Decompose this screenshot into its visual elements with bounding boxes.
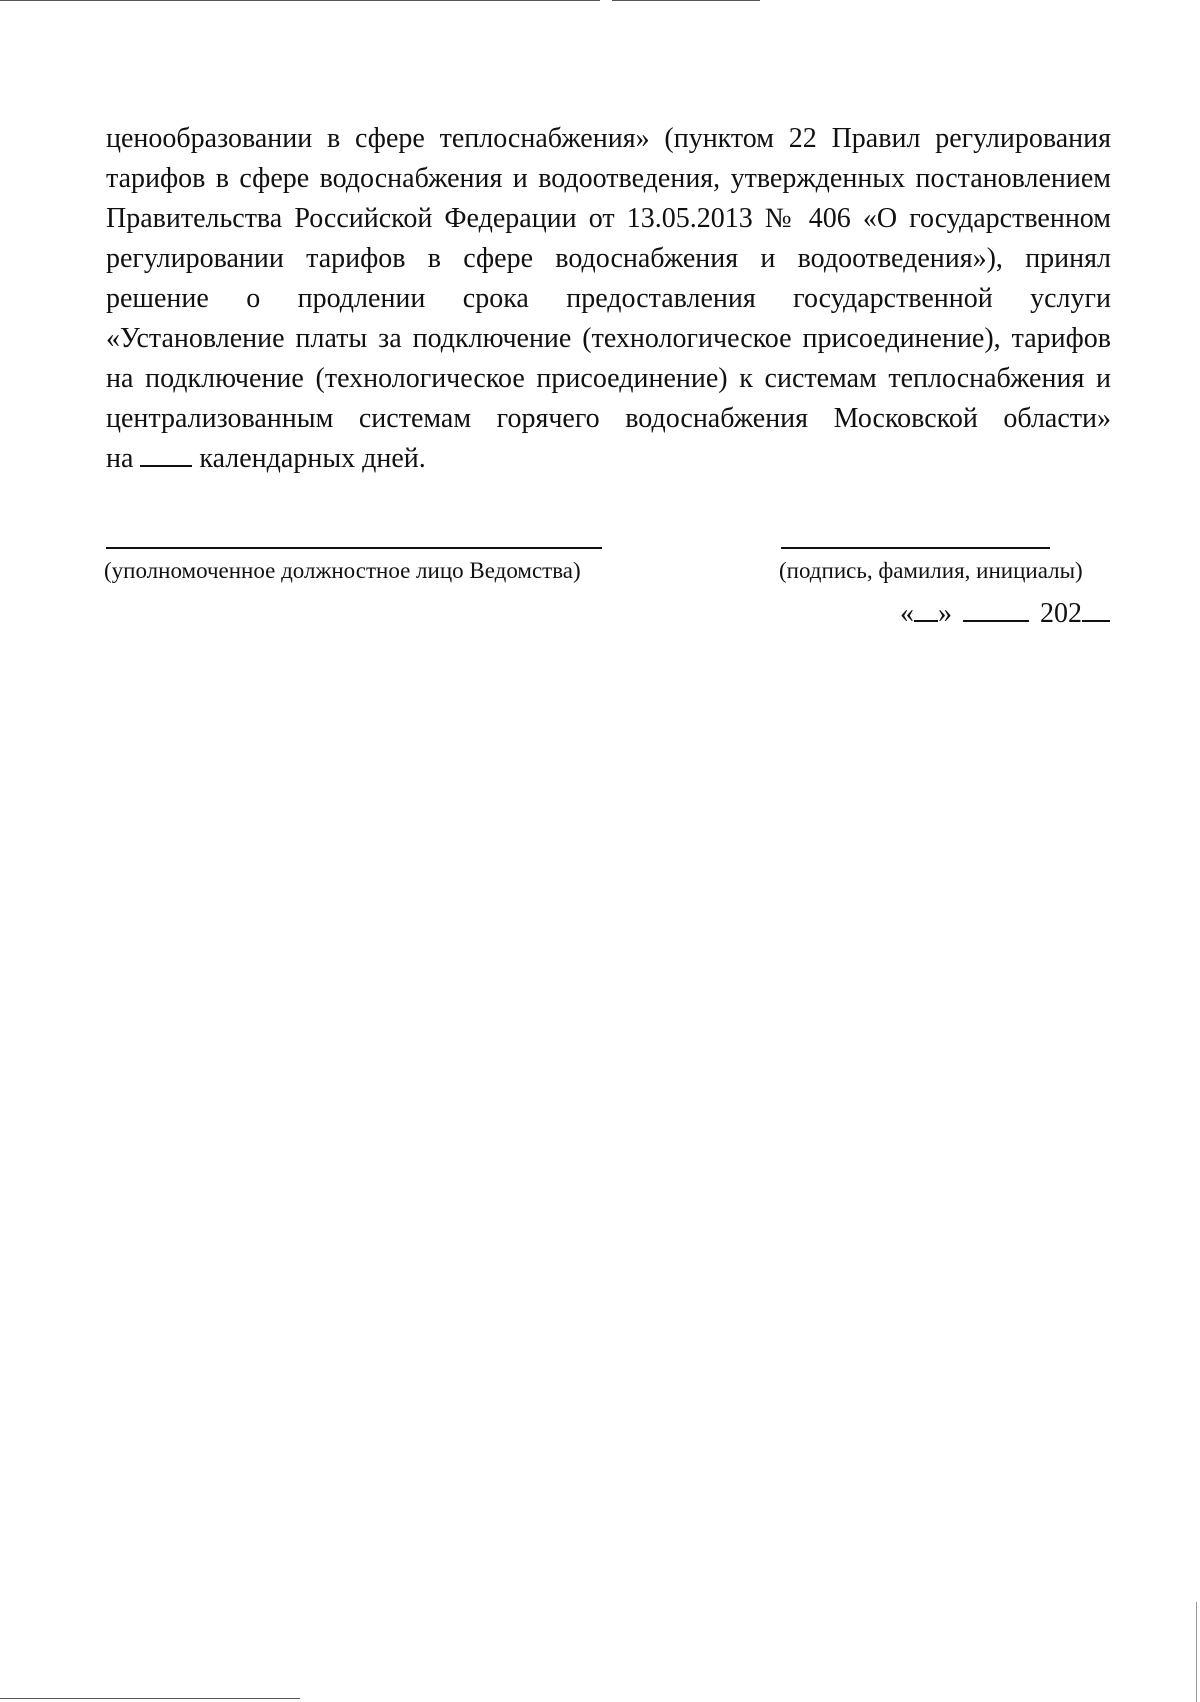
decision-paragraph (106, 119, 1111, 479)
paragraph-line-4: регулировании тарифов в сфере водоснабжения и водоотведения»), принял (106, 243, 1111, 274)
date-field (900, 594, 1110, 630)
days-prefix: на (106, 443, 134, 474)
days-blank-field[interactable] (140, 439, 192, 467)
paragraph-line-2: тарифов в сфере водоснабжения и водоотведения, утвержденных постановлением (106, 163, 1111, 194)
official-caption: (уполномоченное должностное лицо Ведомства) (104, 558, 581, 583)
paragraph-line-5: решение о продлении срока предоставления государственной услуги (106, 283, 1111, 314)
date-year-blank[interactable] (1082, 594, 1110, 622)
date-year-prefix: 202 (1040, 598, 1082, 629)
date-close-quote: » (938, 598, 952, 629)
days-suffix: календарных дней. (199, 443, 426, 474)
signature-caption: (подпись, фамилия, инициалы) (779, 558, 1083, 583)
paragraph-line-7: на подключение (технологическое присоединение) к системам теплоснабжения и (106, 363, 1111, 394)
paragraph-line-1: ценообразовании в сфере теплоснабжения» (пунктом 22 Правил регулирования (106, 123, 1111, 154)
date-open-quote: « (900, 598, 914, 629)
official-signature-line[interactable] (106, 547, 602, 549)
scan-edge-right (1196, 1602, 1197, 1702)
date-day-blank[interactable] (914, 594, 938, 622)
scan-edge-top-left (0, 0, 600, 1)
paragraph-line-8: централизованным системам горячего водоснабжения Московской области» (106, 403, 1111, 434)
signature-name-line[interactable] (781, 547, 1050, 549)
date-month-blank[interactable] (963, 594, 1029, 622)
paragraph-line-3: Правительства Российской Федерации от 13.05.2013 № 406 «О государственном (106, 203, 1111, 234)
paragraph-line-9 (106, 439, 1111, 479)
paragraph-line-6: «Установление платы за подключение (технологическое присоединение), тарифов (106, 323, 1111, 354)
scan-edge-top-right (612, 0, 760, 1)
scan-edge-bottom (0, 1698, 300, 1699)
